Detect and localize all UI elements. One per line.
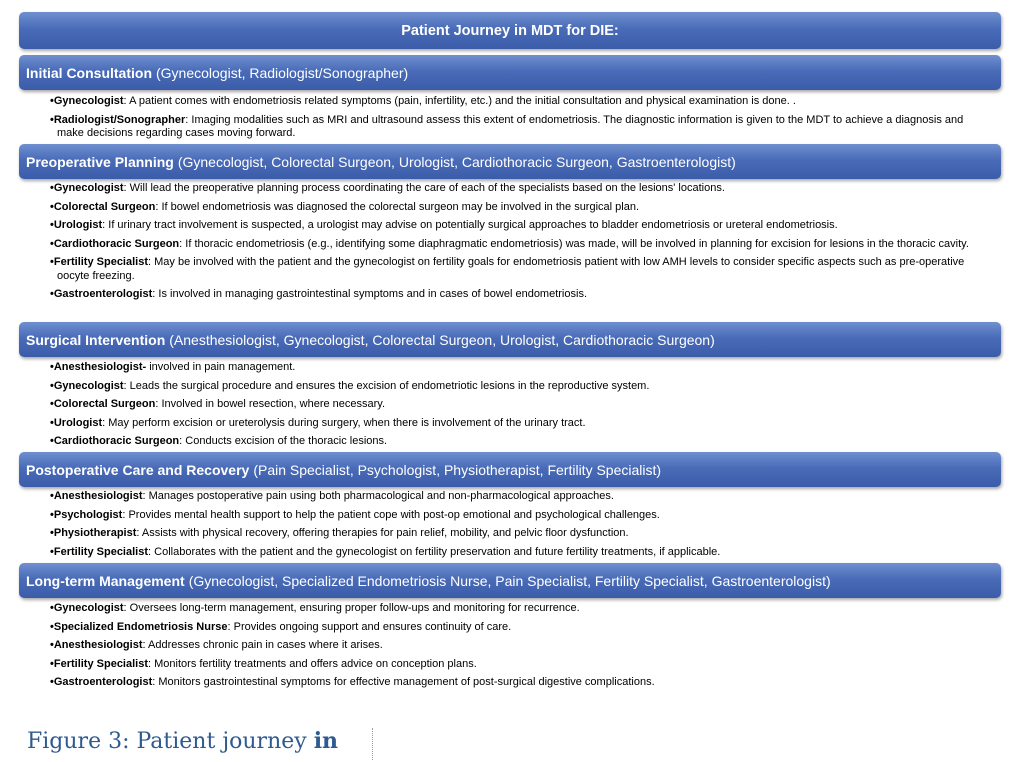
- section-roles: (Pain Specialist, Psychologist, Physiotherapist, Fertility Specialist): [253, 461, 662, 478]
- item-text: Monitors fertility treatments and offers advice on conception plans.: [154, 657, 477, 670]
- list-item: [50, 546, 990, 560]
- item-role: Gynecologist: [53, 379, 124, 392]
- item-role: Fertility Specialist: [53, 256, 149, 268]
- item-sep: :: [155, 200, 162, 213]
- item-sep: :: [123, 95, 130, 107]
- item-sep: :: [123, 182, 130, 194]
- item-sep: :: [179, 237, 186, 250]
- caption-bold: in: [313, 728, 339, 754]
- list-item: [50, 435, 990, 449]
- section-header-initial-consultation: [19, 55, 1001, 90]
- section-header-long-term-management: [19, 563, 1001, 598]
- item-text: If thoracic endometriosis (e.g., identifying some diaphragmatic endometriosis) was made, will be involved in planning for excision for lesions in the thoracic cavity.: [185, 237, 969, 250]
- list-item: [50, 490, 990, 504]
- list-item: [50, 621, 990, 635]
- list-item: [50, 288, 990, 302]
- item-sep: :: [155, 398, 162, 410]
- item-role: Urologist: [53, 219, 103, 231]
- item-text: Leads the surgical procedure and ensures the excision of endometriotic lesions in the reproductive system.: [129, 379, 650, 392]
- list-item: [50, 676, 990, 690]
- item-sep: :: [148, 545, 155, 558]
- item-role: Radiologist/Sonographer: [53, 113, 186, 126]
- item-role: Specialized Endometriosis Nurse: [53, 620, 228, 633]
- item-text: If urinary tract involvement is suspected, a urologist may advise on potentially surgical approaches to bladder endometriosis or ureteral endometriosis.: [108, 219, 838, 231]
- item-text: May be involved with the patient and the gynecologist on fertility goals for endometriosis patient with low AMH levels to consider specific aspects such as pre-operative oocyte freezing.: [57, 256, 965, 282]
- item-role: Gynecologist: [53, 182, 124, 194]
- list-item: [50, 398, 990, 412]
- list-item: [50, 658, 990, 672]
- item-role: Gastroenterologist: [53, 676, 153, 688]
- item-text: Monitors gastrointestinal symptoms for effective management of post-surgical digestive complications.: [158, 676, 655, 688]
- item-text: If bowel endometriosis was diagnosed the colorectal surgeon may be involved in the surgical plan.: [161, 200, 640, 213]
- item-role: Psychologist: [53, 508, 123, 521]
- item-text: involved in pain management.: [149, 361, 296, 373]
- item-role: Anesthesiologist: [53, 639, 143, 651]
- item-role: Colorectal Surgeon: [53, 200, 156, 213]
- item-text: A patient comes with endometriosis related symptoms (pain, infertility, etc.) and the initial consultation and physical examination is done. .: [129, 95, 796, 107]
- section-header-preoperative-planning: [19, 144, 1001, 179]
- item-role: Cardiothoracic Surgeon: [53, 237, 180, 250]
- section-heading: Surgical Intervention: [26, 331, 166, 348]
- list-item: [50, 114, 990, 141]
- item-sep: :: [142, 490, 149, 502]
- item-role: Cardiothoracic Surgeon: [53, 435, 180, 447]
- item-text: May perform excision or ureterolysis during surgery, when there is involvement of the urinary tract.: [108, 416, 586, 429]
- item-role: Gynecologist: [53, 95, 124, 107]
- item-role: Anesthesiologist-: [53, 361, 147, 373]
- section-header-surgical-intervention: [19, 322, 1001, 357]
- section-heading: Initial Consultation: [26, 64, 152, 81]
- item-text: Imaging modalities such as MRI and ultrasound assess this extent of endometriosis. The diagnostic information is given to the MDT to achieve a diagnosis and make decisions regarding cases moving forward.: [57, 113, 964, 139]
- item-role: Fertility Specialist: [53, 657, 149, 670]
- item-sep: :: [136, 527, 142, 539]
- item-role: Gastroenterologist: [53, 288, 153, 300]
- item-sep: :: [102, 219, 109, 231]
- diagram-title: Patient Journey in MDT for DIE:: [19, 12, 1001, 49]
- item-text: Involved in bowel resection, where necessary.: [161, 398, 386, 410]
- list-item: [50, 95, 990, 109]
- section-items-long-term-management: [50, 602, 990, 695]
- item-text: Assists with physical recovery, offering therapies for pain relief, mobility, and pelvic floor dysfunction.: [141, 527, 629, 539]
- item-sep: :: [142, 639, 148, 651]
- item-text: Will lead the preoperative planning process coordinating the care of each of the specialists based on the lesions' locations.: [129, 182, 725, 194]
- list-item: [50, 380, 990, 394]
- list-item: [50, 361, 990, 375]
- item-role: Colorectal Surgeon: [53, 398, 156, 410]
- section-heading: Preoperative Planning: [26, 153, 174, 170]
- list-item: [50, 219, 990, 233]
- item-text: Collaborates with the patient and the gynecologist on fertility preservation and future fertility treatments, if applicable.: [154, 545, 721, 558]
- section-heading: Postoperative Care and Recovery: [26, 461, 250, 478]
- item-text: Provides ongoing support and ensures continuity of care.: [233, 620, 512, 633]
- item-text: Addresses chronic pain in cases where it arises.: [148, 639, 383, 651]
- figure-caption: [27, 728, 338, 754]
- item-sep: :: [122, 508, 129, 521]
- item-sep: :: [152, 288, 159, 300]
- section-items-surgical-intervention: [50, 361, 990, 454]
- section-items-preoperative-planning: [50, 182, 990, 307]
- item-text: Conducts excision of the thoracic lesions.: [185, 435, 388, 447]
- item-text: Provides mental health support to help the patient cope with post-op emotional and psychological challenges.: [128, 508, 660, 521]
- item-text: Manages postoperative pain using both pharmacological and non-pharmacological approaches.: [148, 490, 614, 502]
- list-item: [50, 639, 990, 653]
- section-header-postoperative-care: [19, 452, 1001, 487]
- list-item: [50, 238, 990, 252]
- item-sep: :: [123, 379, 130, 392]
- list-item: [50, 602, 990, 616]
- item-sep: :: [179, 435, 186, 447]
- section-roles: (Gynecologist, Radiologist/Sonographer): [156, 64, 409, 81]
- item-sep: :: [102, 416, 109, 429]
- section-roles: (Gynecologist, Colorectal Surgeon, Urologist, Cardiothoracic Surgeon, Gastroenterologist): [177, 153, 736, 170]
- section-roles: (Anesthesiologist, Gynecologist, Colorectal Surgeon, Urologist, Cardiothoracic Surgeon): [169, 331, 715, 348]
- section-items-postoperative-care: [50, 490, 990, 564]
- item-sep: :: [148, 657, 155, 670]
- item-role: Physiotherapist: [53, 527, 137, 539]
- item-sep: :: [227, 620, 234, 633]
- item-role: Gynecologist: [53, 602, 124, 614]
- list-item: [50, 509, 990, 523]
- list-item: [50, 256, 990, 283]
- item-role: Urologist: [53, 416, 103, 429]
- section-items-initial-consultation: [50, 95, 990, 146]
- item-sep: :: [185, 113, 192, 126]
- list-item: [50, 417, 990, 431]
- item-role: Fertility Specialist: [53, 545, 149, 558]
- item-text: Oversees long-term management, ensuring proper follow-ups and monitoring for recurrence.: [129, 602, 580, 614]
- caption-text: Figure 3: Patient journey: [27, 729, 314, 754]
- section-heading: Long-term Management: [26, 572, 185, 589]
- list-item: [50, 527, 990, 541]
- list-item: [50, 182, 990, 196]
- item-sep: :: [148, 256, 155, 268]
- item-sep: :: [123, 602, 130, 614]
- list-item: [50, 201, 990, 215]
- item-text: Is involved in managing gastrointestinal symptoms and in cases of bowel endometriosis.: [158, 288, 587, 300]
- item-role: Anesthesiologist: [53, 490, 143, 502]
- item-sep: :: [152, 676, 159, 688]
- section-roles: (Gynecologist, Specialized Endometriosis Nurse, Pain Specialist, Fertility Specialist, Gastroenterologist): [188, 572, 831, 589]
- text-cursor-guide: [372, 728, 373, 760]
